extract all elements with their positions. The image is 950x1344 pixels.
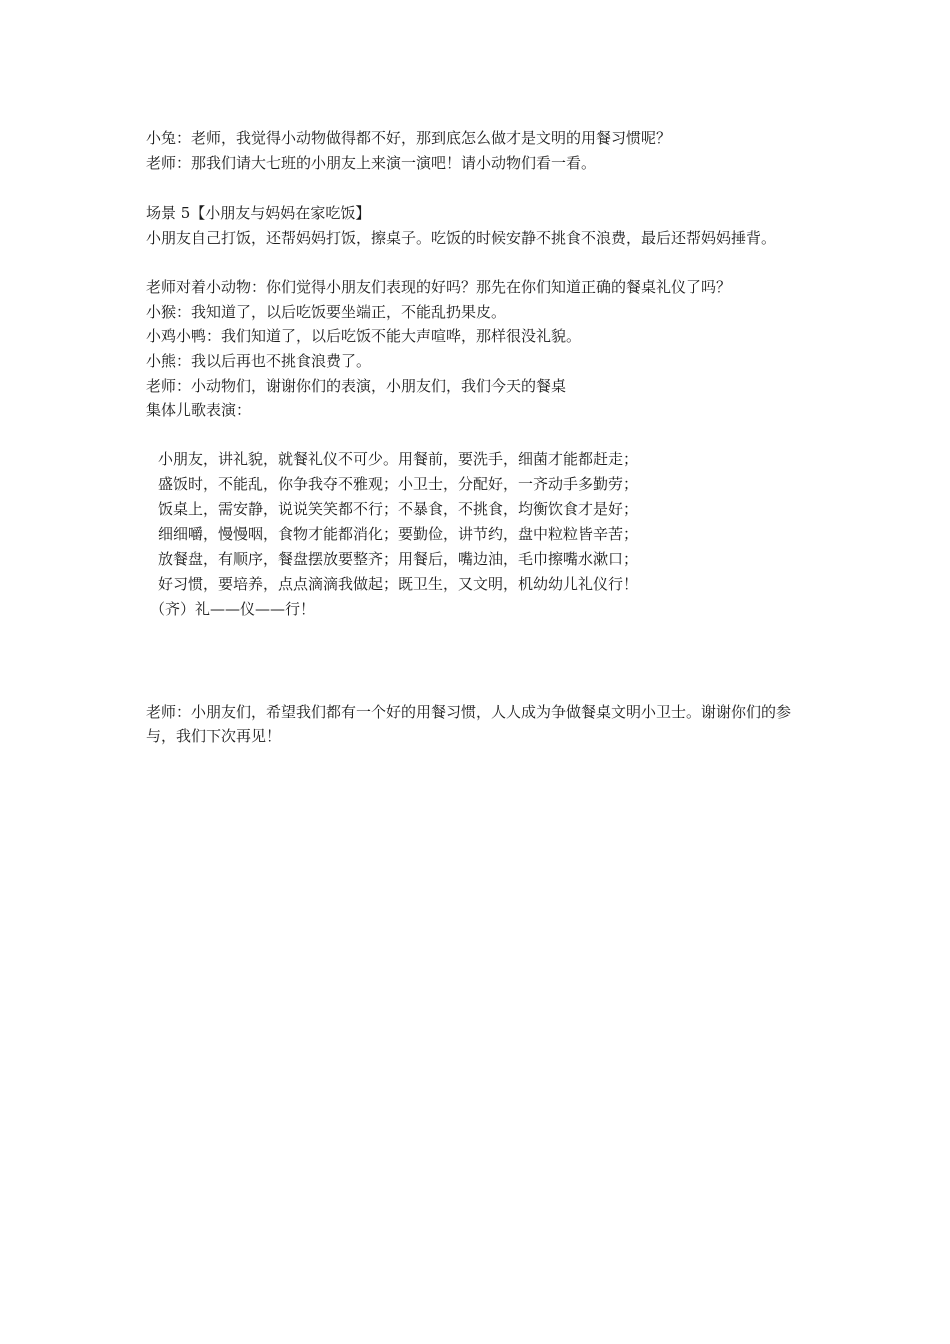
song-line: 小朋友，讲礼貌，就餐礼仪不可少。用餐前，要洗手，细菌才能都赶走； xyxy=(158,450,639,468)
scene-title: 场景 5【小朋友与妈妈在家吃饭】 xyxy=(146,204,371,222)
song-line: 好习惯，要培养，点点滴滴我做起；既卫生，又文明，机幼幼儿礼仪行！ xyxy=(158,575,639,593)
closing-remarks: 老师：小朋友们，希望我们都有一个好的用餐习惯，人人成为争做餐桌文明小卫士。谢谢你们的参与，我们下次再见！ xyxy=(146,703,792,745)
group-song-label: 集体儿歌表演： xyxy=(146,401,252,419)
dialogue-chick-duck: 小鸡小鸭：我们知道了，以后吃饭不能大声喧哗，那样很没礼貌。 xyxy=(146,327,582,345)
children-song xyxy=(150,447,830,622)
song-chorus: （齐）礼——仪——行！ xyxy=(150,600,316,618)
song-line: 饭桌上，需安静，说说笑笑都不行；不暴食，不挑食，均衡饮食才是好； xyxy=(158,500,639,518)
dialogue-bear: 小熊：我以后再也不挑食浪费了。 xyxy=(146,352,372,370)
dialogue-teacher-thanks: 老师：小动物们，谢谢你们的表演，小朋友们，我们今天的餐桌 xyxy=(146,377,567,395)
song-line: 放餐盘，有顺序，餐盘摆放要整齐；用餐后，嘴边油，毛巾擦嘴水漱口； xyxy=(158,550,639,568)
dialogue-teacher-invite: 老师：那我们请大七班的小朋友上来演一演吧！请小动物们看一看。 xyxy=(146,154,597,172)
dialogue-monkey: 小猴：我知道了，以后吃饭要坐端正，不能乱扔果皮。 xyxy=(146,303,507,321)
dialogue-teacher-question: 老师对着小动物：你们觉得小朋友们表现的好吗？那先在你们知道正确的餐桌礼仪了吗？ xyxy=(146,278,732,296)
scene-description: 小朋友自己打饭，还帮妈妈打饭，擦桌子。吃饭的时候安静不挑食不浪费，最后还帮妈妈捶背。 xyxy=(146,229,777,247)
song-line: 盛饭时，不能乱，你争我夺不雅观；小卫士，分配好，一齐动手多勤劳； xyxy=(158,475,639,493)
dialogue-rabbit: 小兔：老师，我觉得小动物做得都不好，那到底怎么做才是文明的用餐习惯呢？ xyxy=(146,129,672,147)
song-line: 细细嚼，慢慢咽，食物才能都消化；要勤俭，讲节约，盘中粒粒皆辛苦； xyxy=(158,525,639,543)
